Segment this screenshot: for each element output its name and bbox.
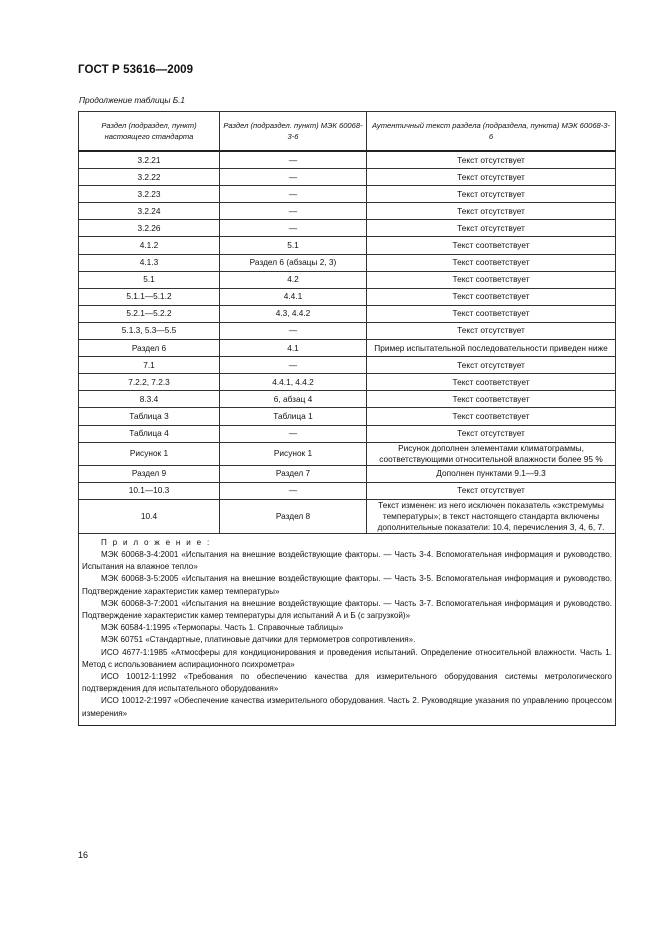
table-row [79,271,616,288]
cell-iec-section: 4.2 [220,271,367,288]
notes-cell [79,533,616,725]
cell-iec-section: 4.4.1 [220,288,367,305]
table-body [79,151,616,533]
note-reference: ИСО 10012-1:1992 «Требования по обеспечению качества для измерительного оборудования системы метрологического подтверждения для испытательного оборудования» [82,672,612,694]
cell-iec-section: — [220,151,367,169]
cell-this-standard: 8.3.4 [79,391,220,408]
note-reference: МЭК 60068-3-4:2001 «Испытания на внешние воздействующие факторы. — Часть 3-4. Вспомогательная информация и руководство. Испытания на влажное тепло» [82,549,612,572]
cell-this-standard: 3.2.22 [79,169,220,186]
cell-authentic-text: Текст отсутствует [367,151,616,169]
table-row [79,237,616,254]
table-row [79,340,616,357]
cell-authentic-text: Текст изменен: из него исключен показатель «экстремумы температуры»; в текст настоящего стандарта включены дополнительные показатели: 10.4, перечисления 3, 4, 6, 7. [367,499,616,533]
cell-authentic-text: Текст соответствует [367,391,616,408]
column-header-this-standard: Раздел (подраздел, пункт) настоящего стандарта [79,112,220,152]
table-row [79,482,616,499]
note-reference: МЭК 60584-1:1995 «Термопары. Часть 1. Справочные таблицы» [101,623,344,633]
cell-iec-section: — [220,425,367,442]
cell-this-standard: 5.1 [79,271,220,288]
cell-authentic-text: Текст соответствует [367,288,616,305]
cell-iec-section: 4.1 [220,340,367,357]
cell-authentic-text: Текст соответствует [367,254,616,271]
cell-iec-section: — [220,203,367,220]
cell-this-standard: 7.1 [79,357,220,374]
cell-iec-section: — [220,169,367,186]
table-row [79,254,616,271]
cell-iec-section: Раздел 8 [220,499,367,533]
cell-authentic-text: Текст отсутствует [367,425,616,442]
table-row [79,322,616,339]
table-row [79,408,616,425]
cell-authentic-text: Текст отсутствует [367,220,616,237]
cell-iec-section: Раздел 7 [220,465,367,482]
column-header-iec-section: Раздел (подраздел. пункт) МЭК 60068-3-6 [220,112,367,152]
page-number: 16 [78,850,89,860]
cell-iec-section: Раздел 6 (абзацы 2, 3) [220,254,367,271]
cell-iec-section: 5.1 [220,237,367,254]
cell-this-standard: 10.1—10.3 [79,482,220,499]
table-header-row [79,112,616,152]
cell-iec-section: Рисунок 1 [220,442,367,465]
cell-authentic-text: Текст отсутствует [367,322,616,339]
cell-iec-section: 6, абзац 4 [220,391,367,408]
note-reference: ИСО 10012-2:1997 «Обеспечение качества измерительного оборудования. Часть 2. Руководящие указания по управлению процессом измерения» [82,696,612,718]
table-row [79,151,616,169]
document-title: ГОСТ Р 53616—2009 [78,64,194,76]
cell-this-standard: Таблица 4 [79,425,220,442]
cell-this-standard: Раздел 9 [79,465,220,482]
cell-this-standard: 10.4 [79,499,220,533]
table-row [79,391,616,408]
cell-this-standard: 3.2.23 [79,186,220,203]
cell-authentic-text: Текст соответствует [367,237,616,254]
cell-authentic-text: Текст отсутствует [367,186,616,203]
note-reference: МЭК 60068-3-5:2005 «Испытания на внешние воздействующие факторы. — Часть 3-5. Вспомогательная информация и руководство. Подтверждение характеристик камер температуры» [82,574,612,596]
table-row [79,374,616,391]
cell-authentic-text: Пример испытательной последовательности приведен ниже [367,340,616,357]
cell-this-standard: Раздел 6 [79,340,220,357]
cell-this-standard: Рисунок 1 [79,442,220,465]
cell-authentic-text: Текст отсутствует [367,203,616,220]
cell-this-standard: 4.1.3 [79,254,220,271]
table-continuation-caption: Продолжение таблицы Б.1 [79,95,186,105]
table-row [79,357,616,374]
cell-iec-section: — [220,482,367,499]
cell-authentic-text: Рисунок дополнен элементами климатограммы, соответствующими относительной влажности более 95 % [367,442,616,465]
cell-this-standard: 5.1.3, 5.3—5.5 [79,322,220,339]
note-reference: МЭК 60068-3-7:2001 «Испытания на внешние воздействующие факторы. — Часть 3-7. Вспомогательная информация и руководство. Подтверждение характеристик камер температуры для испытаний А и Б (с загрузкой)» [82,598,612,620]
cell-this-standard: 3.2.24 [79,203,220,220]
table-row [79,442,616,465]
cell-iec-section: — [220,186,367,203]
cell-authentic-text: Текст соответствует [367,374,616,391]
column-header-authentic-text: Аутентичный текст раздела (подраздела, пункта) МЭК 60068-3-6 [367,112,616,152]
cell-iec-section: 4.3, 4.4.2 [220,305,367,322]
cell-this-standard: 5.1.1—5.1.2 [79,288,220,305]
cell-iec-section: — [220,220,367,237]
notes-heading: П р и л о ж е н и е : [101,537,212,547]
cell-authentic-text: Текст соответствует [367,305,616,322]
cell-this-standard: Таблица 3 [79,408,220,425]
cell-this-standard: 3.2.21 [79,151,220,169]
cell-this-standard: 5.2.1—5.2.2 [79,305,220,322]
correspondence-table [78,111,616,726]
table-row [79,186,616,203]
table-row [79,425,616,442]
cell-authentic-text: Текст отсутствует [367,482,616,499]
cell-authentic-text: Дополнен пунктами 9.1—9.3 [367,465,616,482]
cell-authentic-text: Текст отсутствует [367,357,616,374]
cell-iec-section: — [220,357,367,374]
note-reference: МЭК 60751 «Стандартные, платиновые датчики для термометров сопротивления». [101,635,416,645]
cell-this-standard: 7.2.2, 7.2.3 [79,374,220,391]
cell-authentic-text: Текст соответствует [367,408,616,425]
table-row [79,203,616,220]
cell-this-standard: 4.1.2 [79,237,220,254]
notes-row [79,533,616,725]
table-row [79,220,616,237]
note-reference: ИСО 4677-1:1985 «Атмосферы для кондиционирования и проведения испытаний. Определение относительной влажности. Часть 1. Метод с использованием аспирационного психрометра» [82,647,612,669]
cell-authentic-text: Текст отсутствует [367,169,616,186]
cell-iec-section: Таблица 1 [220,408,367,425]
table-row [79,288,616,305]
table-row [79,499,616,533]
cell-iec-section: 4.4.1, 4.4.2 [220,374,367,391]
table-row [79,465,616,482]
table-row [79,305,616,322]
cell-this-standard: 3.2.26 [79,220,220,237]
cell-iec-section: — [220,322,367,339]
table-row [79,169,616,186]
cell-authentic-text: Текст соответствует [367,271,616,288]
